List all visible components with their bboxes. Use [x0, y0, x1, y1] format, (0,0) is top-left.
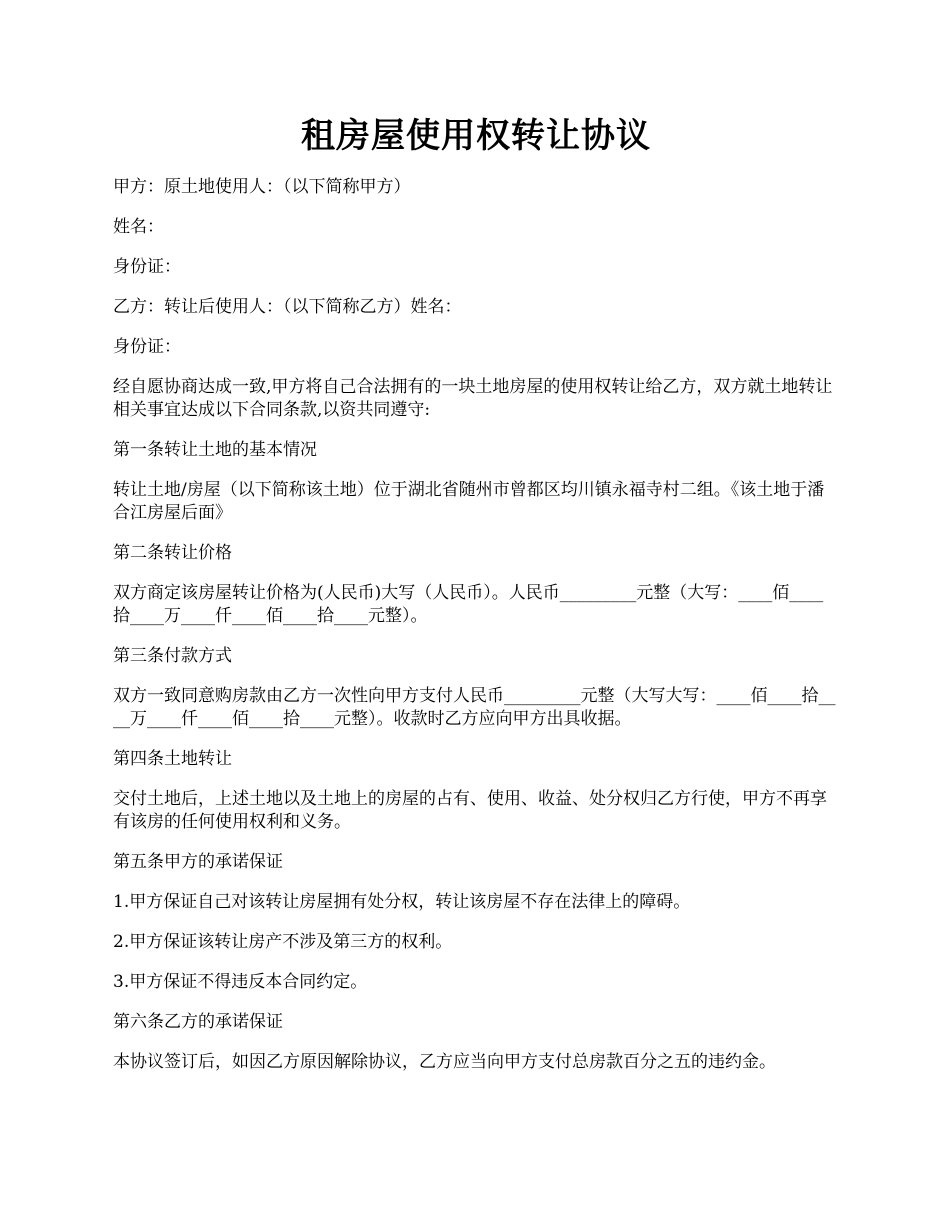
party-a-id: 身份证： [113, 257, 181, 277]
article-4-heading: 第四条土地转让 [113, 749, 232, 769]
article-5-item-2: 2.甲方保证该转让房产不涉及第三方的权利。 [113, 932, 453, 952]
document-title: 租房屋使用权转让协议 [301, 116, 651, 156]
article-2-heading: 第二条转让价格 [113, 543, 232, 563]
document-page [113, 112, 839, 1091]
article-6-body: 本协议签订后，如因乙方原因解除协议，乙方应当向甲方支付总房款百分之五的违约金。 [113, 1052, 776, 1072]
party-b-id: 身份证： [113, 337, 181, 357]
article-1-body: 转让土地/房屋（以下简称该土地）位于湖北省随州市曾都区均川镇永福寺村二组。《该土地于潘合江房屋后面》 [113, 480, 825, 523]
party-a-line: 甲方：原土地使用人：（以下简称甲方） [113, 177, 411, 197]
article-2-body: 双方商定该房屋转让价格为(人民币)大写（人民币）。人民币_________元整（大写：____佰____拾____万____仟____佰____拾____元整）。 [113, 583, 824, 626]
article-5-item-3: 3.甲方保证不得违反本合同约定。 [113, 972, 368, 992]
article-4-body: 交付土地后，上述土地以及土地上的房屋的占有、使用、收益、处分权归乙方行使，甲方不再享有该房的任何使用权利和义务。 [113, 789, 827, 832]
article-6-heading: 第六条乙方的承诺保证 [113, 1012, 283, 1032]
article-1-heading: 第一条转让土地的基本情况 [113, 440, 317, 460]
preamble: 经自愿协商达成一致,甲方将自己合法拥有的一块土地房屋的使用权转让给乙方，双方就土地转让相关事宜达成以下合同条款,以资共同遵守: [113, 377, 833, 420]
article-5-item-1: 1.甲方保证自己对该转让房屋拥有处分权，转让该房屋不存在法律上的障碍。 [113, 892, 691, 912]
party-b-line: 乙方：转让后使用人：（以下简称乙方）姓名： [113, 297, 462, 317]
article-3-body: 双方一致同意购房款由乙方一次性向甲方支付人民币_________元整（大写大写：____佰____拾____万____仟____佰____拾____元整）。收款时乙方应向甲方出具收据。 [113, 686, 836, 729]
article-5-heading: 第五条甲方的承诺保证 [113, 852, 283, 872]
article-3-heading: 第三条付款方式 [113, 646, 232, 666]
party-a-name: 姓名： [113, 217, 164, 237]
